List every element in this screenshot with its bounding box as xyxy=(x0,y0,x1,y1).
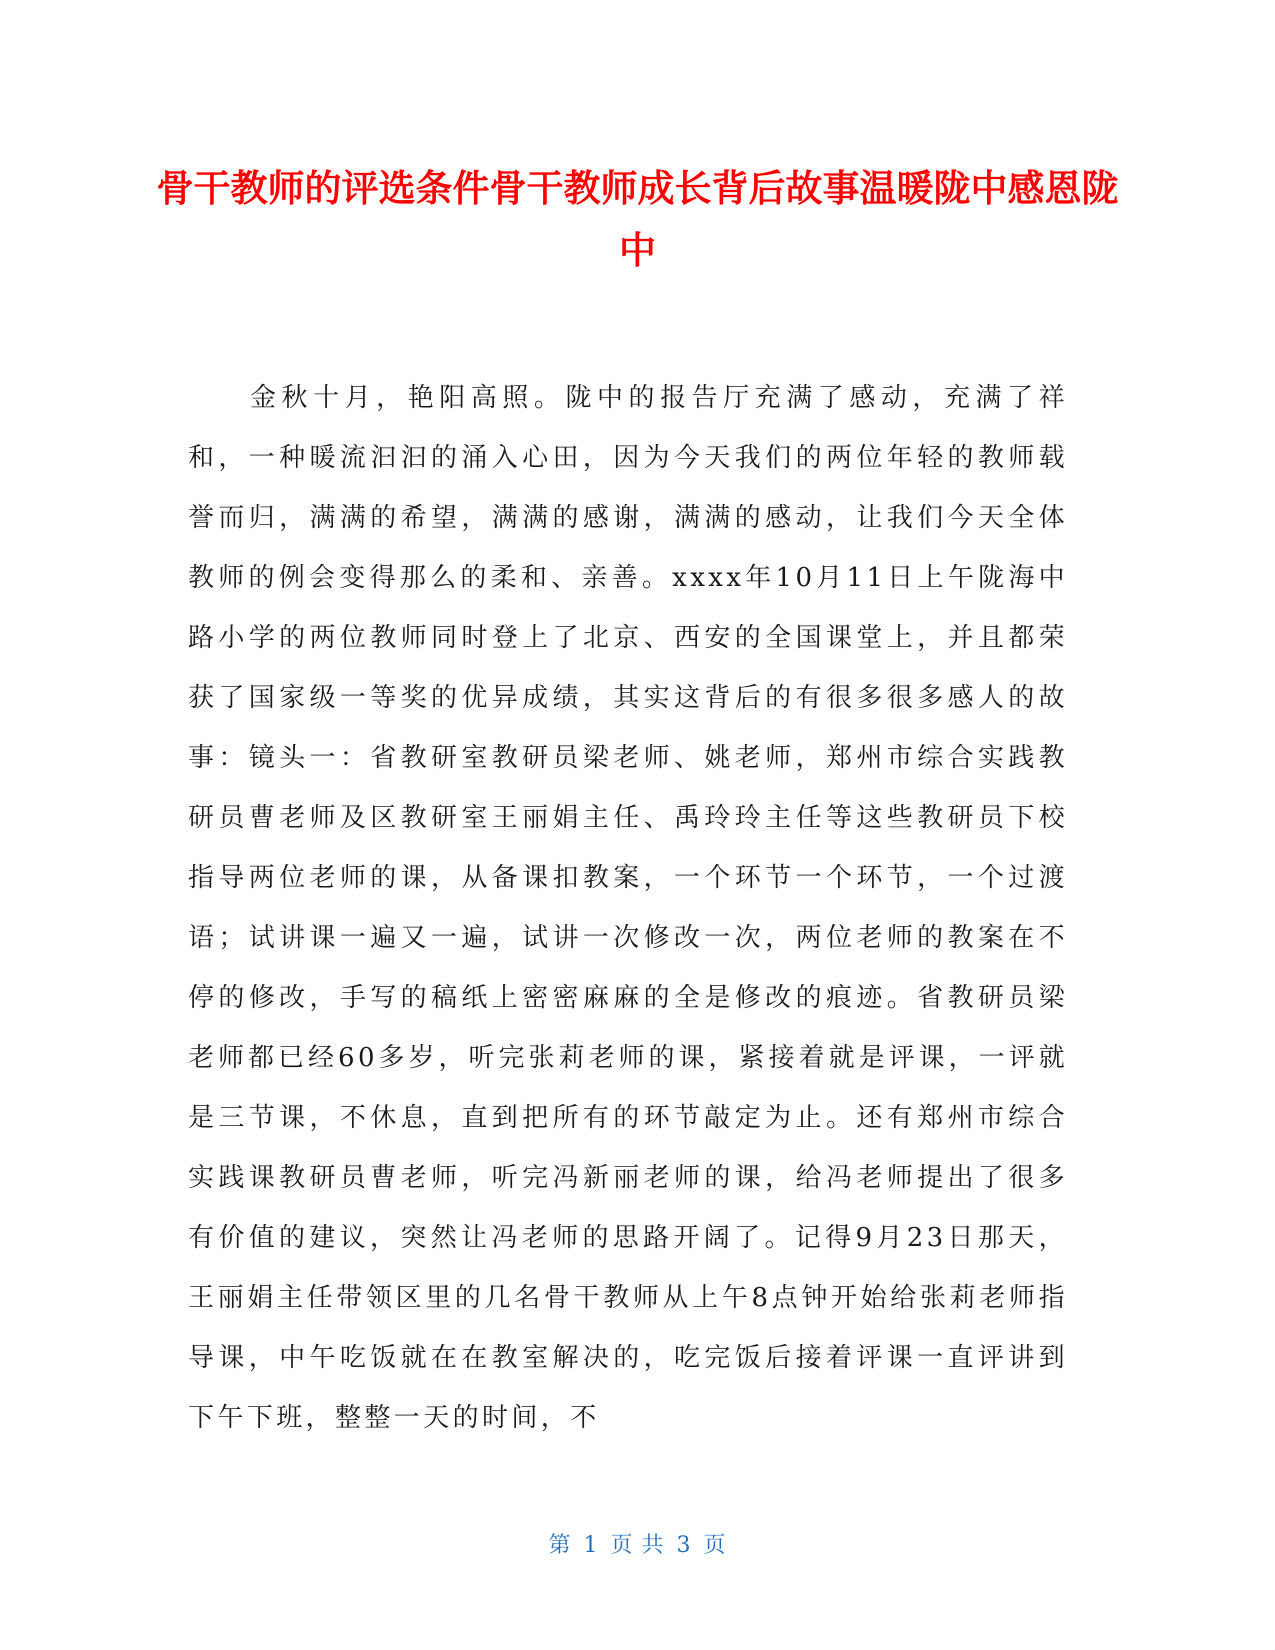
footer-current-page: 1 xyxy=(583,1533,599,1558)
footer-middle: 页 共 xyxy=(610,1533,665,1558)
page-footer xyxy=(0,1528,1275,1559)
document-title: 骨干教师的评选条件骨干教师成长背后故事温暖陇中感恩陇中 xyxy=(156,167,1119,272)
body-paragraph: 金秋十月，艳阳高照。陇中的报告厅充满了感动，充满了祥和，一种暖流汩汩的涌入心田，因为今天我们的两位年轻的教师载誉而归，满满的希望，满满的感谢，满满的感动，让我们今天全体教师的例会变得那么的柔和、亲善。xxxx年10月11日上午陇海中路小学的两位教师同时登上了北京、西安的全国课堂上，并且都荣获了国家级一等奖的优异成绩，其实这背后的有很多很多感人的故事：镜头一：省教研室教研员梁老师、姚老师，郑州市综合实践教研员曹老师及区教研室王丽娟主任、禹玲玲主任等这些教研员下校指导两位老师的课，从备课扣教案，一个环节一个环节，一个过渡语；试讲课一遍又一遍，试讲一次修改一次，两位老师的教案在不停的修改，手写的稿纸上密密麻麻的全是修改的痕迹。省教研员梁老师都已经60多岁，听完张莉老师的课，紧接着就是评课，一评就是三节课，不休息，直到把所有的环节敲定为止。还有郑州市综合实践课教研员曹老师，听完冯新丽老师的课，给冯老师提出了很多有价值的建议，突然让冯老师的思路开阔了。记得9月23日那天，王丽娟主任带领区里的几名骨干教师从上午8点钟开始给张莉老师指导课，中午吃饭就在在教室解决的，吃完饭后接着评课一直评讲到下午下班，整整一天的时间，不 xyxy=(188,383,1068,1433)
footer-prefix: 第 xyxy=(548,1533,572,1558)
footer-suffix: 页 xyxy=(703,1533,727,1558)
footer-total-pages: 3 xyxy=(676,1533,692,1558)
